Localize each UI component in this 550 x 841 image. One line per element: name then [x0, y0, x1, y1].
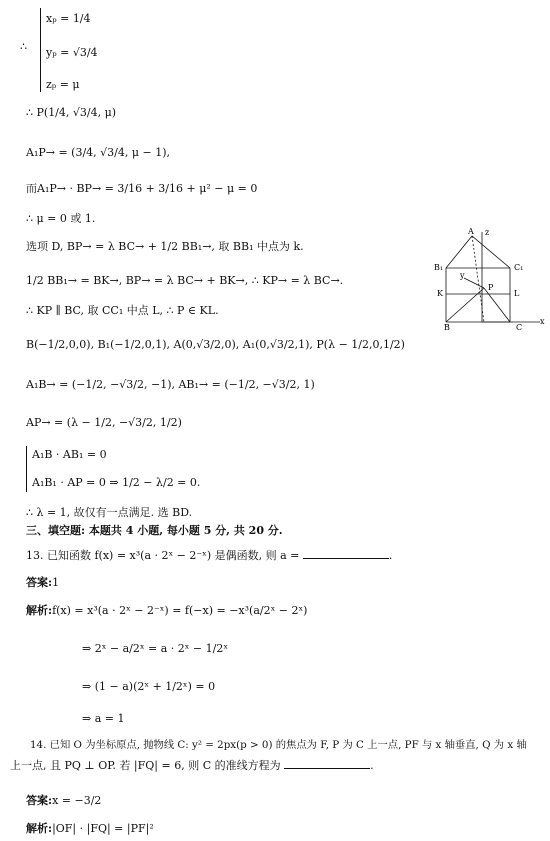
label-c: C	[516, 323, 523, 332]
label-b: B	[444, 323, 450, 332]
segment-y-p	[464, 278, 484, 288]
q14-question-line-1: 14. 已知 O 为坐标原点, 抛物线 C: y² = 2px(p > 0) 的焦点为 F, P 为 C 上一点, PF 与 x 轴垂直, Q 为 x 轴	[30, 739, 527, 751]
label-x: x	[540, 317, 545, 326]
q14-text-2: 上一点, 且 PQ ⊥ OP. 若 |FQ| = 6, 则 C 的准线方程为	[10, 759, 281, 772]
vector-a1p-line: A₁P→ = (3/4, √3/4, μ − 1),	[26, 146, 171, 159]
label-c1: C₁	[514, 263, 524, 272]
q13-answer	[26, 576, 59, 590]
system2-row-1: A₁B · AB₁ = 0	[32, 448, 107, 461]
system-row-y: yₚ = √3/4	[46, 46, 98, 59]
coordinates-line: B(−1/2,0,0), B₁(−1/2,0,1), A(0,√3/2,0), A₁(0,√3/2,1), P(λ − 1/2,0,1/2)	[26, 338, 405, 351]
label-p: P	[488, 283, 494, 292]
point-p-line: ∴ P(1/4, √3/4, μ)	[26, 106, 117, 119]
label-k: K	[437, 289, 443, 298]
system2-brace	[26, 446, 27, 492]
half-bb1-line: 1/2 BB₁→ = BK→, BP→ = λ BC→ + BK→, ∴ KP→ = λ BC→.	[26, 274, 344, 287]
system-row-x: xₚ = 1/4	[46, 12, 91, 25]
therefore-symbol: ∴	[20, 40, 27, 53]
q13-answer-label: 答案:	[26, 576, 53, 589]
label-b1: B₁	[434, 263, 444, 272]
option-d-line: 选项 D, BP→ = λ BC→ + 1/2 BB₁→, 取 BB₁ 中点为 k.	[26, 240, 304, 253]
q13-question: 13. 已知函数 f(x) = x³(a · 2ˣ − 2⁻ˣ) 是偶函数, 则 a = .	[26, 549, 393, 562]
q14-answer-label: 答案:	[26, 794, 53, 807]
q14-solution-text: |OF| · |FQ| = |PF|²	[52, 822, 154, 835]
q13-text: 13. 已知函数 f(x) = x³(a · 2ˣ − 2⁻ˣ) 是偶函数, 则 a =	[26, 549, 300, 562]
prism-figure	[432, 228, 548, 332]
system-row-z: zₚ = μ	[46, 78, 80, 91]
q14-answer	[26, 794, 101, 808]
vectors-line: A₁B→ = (−1/2, −√3/2, −1), AB₁→ = (−1/2, −√3/2, 1)	[26, 378, 315, 391]
q14-answer-value: x = −3/2	[52, 794, 102, 807]
q14-solution	[26, 822, 154, 836]
top-triangle-outline	[446, 236, 510, 268]
label-y: y	[460, 271, 465, 280]
q13-step-1-text: f(x) = x³(a · 2ˣ − 2⁻ˣ) = f(−x) = −x³(a/2ˣ − 2ˣ)	[52, 604, 308, 617]
system-brace	[40, 8, 41, 92]
dot-product-line: 而A₁P→ · BP→ = 3/16 + 3/16 + μ² − μ = 0	[26, 182, 258, 195]
q13-solution-step-2: ⇒ 2ˣ − a/2ˣ = a · 2ˣ − 1/2ˣ	[82, 642, 229, 655]
mu-result-line: ∴ μ = 0 或 1.	[26, 212, 96, 225]
conclusion-line: ∴ λ = 1, 故仅有一点满足. 选 BD.	[26, 506, 193, 519]
segment-b-p	[446, 288, 484, 322]
label-a: A	[468, 228, 474, 236]
q14-solution-label: 解析:	[26, 822, 53, 835]
q14-answer-blank	[284, 758, 370, 769]
q13-solution-label: 解析:	[26, 604, 53, 617]
label-z: z	[485, 228, 490, 237]
q13-answer-blank	[303, 548, 389, 559]
q13-solution-step-3: ⇒ (1 − a)(2ˣ + 1/2ˣ) = 0	[82, 680, 216, 693]
kp-parallel-line: ∴ KP ∥ BC, 取 CC₁ 中点 L, ∴ P ∈ KL.	[26, 304, 219, 317]
q14-question-line-2: 上一点, 且 PQ ⊥ OP. 若 |FQ| = 6, 则 C 的准线方程为 .	[10, 759, 374, 772]
q13-answer-value: 1	[52, 576, 60, 589]
section-heading: 三、填空题: 本题共 4 小题, 每小题 5 分, 共 20 分.	[26, 524, 283, 537]
segment-p-c	[484, 288, 510, 322]
q13-solution-step-4: ⇒ a = 1	[82, 712, 125, 725]
ap-vector-line: AP→ = (λ − 1/2, −√3/2, 1/2)	[26, 416, 182, 429]
label-l: L	[514, 289, 520, 298]
system2-row-2: A₁B₁ · AP = 0 ⇒ 1/2 − λ/2 = 0.	[32, 476, 201, 489]
q13-solution-step-1	[26, 604, 307, 618]
